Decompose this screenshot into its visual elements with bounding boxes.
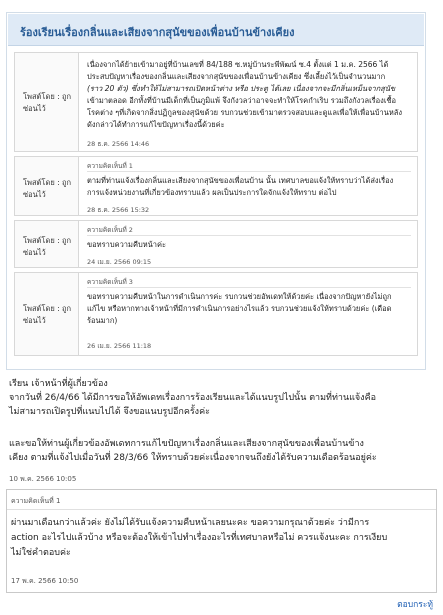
post-author-line: ซ่อนไว้	[23, 104, 46, 113]
post-text: แก้ไข หรือหากทางเจ้าหน้าที่มีการดำเนินการอย่างไรแล้ว รบกวนช่วยแจ้งให้ทราบด้วยค่ะ (เดือด	[87, 304, 392, 313]
post-text: ตามที่ท่านแจ้งเรื่องกลิ่นและเสียงจากสุนัขของเพื่อนบ้าน นั้น เทศบาลขอแจ้งให้ทราบว่าได้ส่งเรื่อง	[87, 176, 394, 185]
post-text: ขอทราบความคืบหน้าค่ะ	[87, 240, 167, 249]
comment-label: ความคิดเห็นที่ 2	[87, 226, 133, 234]
comment-line: ผ่านมาเดือนกว่าแล้วค่ะ ยังไม่ได้รับแจ้งความคืบหน้าเลยนะคะ ขอความกรุณาด้วยค่ะ ว่ามีการ	[11, 518, 370, 528]
comment-date: 17 พ.ค. 2566 10:50	[11, 577, 79, 585]
forum-title: ร้องเรียนเรื่องกลิ่นและเสียงจากสุนัขของเพื่อนบ้านข้างเคียง	[20, 26, 295, 39]
post-text: ร้อนมาก)	[87, 316, 118, 325]
post-author-line: โพสต์โดย : ถูก	[23, 178, 72, 187]
post-text: ขอทราบความคืบหน้าในการดำเนินการค่ะ รบกวนช่วยอัพเดทให้ด้วยค่ะ เนื่องจากปัญหายังไม่ถูก	[87, 292, 392, 301]
comment-divider	[7, 509, 436, 510]
post-date: 28 ธ.ค. 2566 14:46	[87, 140, 150, 148]
reply-line: เรียน เจ้าหน้าที่ผู้เกี่ยวข้อง	[9, 379, 108, 389]
reply-line: ไม่สามารถเปิดรูปที่แนบไปได้ จึงขอแนบรูปอีกครั้งค่ะ	[9, 407, 210, 417]
comment-box	[6, 489, 437, 593]
reply-date: 10 พ.ค. 2566 10:05	[9, 475, 77, 483]
reply-line: จากวันที่ 26/4/66 ได้มีการขอให้อัพเดทเรื่องการร้องเรียนและได้แนบรูปไปนั้น ตามที่ท่านแจ้งคือ	[9, 393, 377, 403]
forum-post-original	[14, 52, 418, 152]
comment-label: ความคิดเห็นที่ 1	[11, 497, 61, 505]
comment-line: action อะไรไปแล้วบ้าง หรือจะต้องให้เข้าไปทำเรื่องอะไรที่เทศบาลหรือไม่ ควรแจ้งนะคะ การเงียบ	[11, 533, 388, 543]
forum-comment-3	[14, 272, 418, 356]
post-text: การแจ้งหน่วยงานที่เกี่ยวข้องทราบแล้ว ผลเป็นประการใดจักแจ้งให้ทราบ ต่อไป	[87, 188, 337, 197]
post-date: 28 ธ.ค. 2566 15:32	[87, 206, 150, 214]
forum-comment-2	[14, 220, 418, 268]
comment-label: ความคิดเห็นที่ 1	[87, 162, 133, 170]
comment-divider	[87, 235, 411, 236]
post-author	[15, 157, 79, 215]
post-author-line: โพสต์โดย : ถูก	[23, 236, 72, 245]
post-text: โรคต่าง ๆที่เกิดจากสิ่งปฏิกูลของสุนัขด้วย รบกวนช่วยเข้ามาตรวจสอบและดูแลเพื่อให้เพื่อนบ้านหลัง	[87, 108, 403, 117]
post-author-line: ซ่อนไว้	[23, 248, 46, 257]
post-text: เข้ามาตลอด อีกทั้งที่บ้านมีเด็กที่เป็นภูมิแพ้ จึงกังวลว่าอาจจะทำให้โรคกำเริบ รวมถึงกังวลเรื่องเชื้อ	[87, 96, 397, 105]
comment-label: ความคิดเห็นที่ 3	[87, 278, 133, 286]
comment-line: ไม่ใช่คำตอบค่ะ	[11, 548, 71, 558]
post-author-line: โพสต์โดย : ถูก	[23, 304, 72, 313]
post-date: 24 เม.ย. 2566 09:15	[87, 258, 152, 266]
post-author-line: โพสต์โดย : ถูก	[23, 92, 72, 101]
post-author	[15, 53, 79, 151]
forum-comment-1	[14, 156, 418, 216]
reply-line: เคียง ตามที่แจ้งไปเมื่อวันที่ 28/3/66 ให้ทราบด้วยค่ะเนื่องจากจนถึงยังได้รับความเดือดร้อนอยู่ค่ะ	[9, 453, 377, 463]
comment-divider	[87, 287, 411, 288]
post-text: เนื่องจากได้ย้ายเข้ามาอยู่ที่บ้านเลขที่ 84/188 ซ.หมู่บ้านระพีพัฒน์ ซ.4 ตั้งแต่ 1 ม.ค. 2566 ได้	[87, 60, 389, 69]
post-author	[15, 221, 79, 267]
post-author	[15, 273, 79, 355]
post-text: ประสบปัญหาเรื่องของกลิ่นและเสียงจากสุนัขของเพื่อนบ้านข้างเคียง ซึ่งเลี้ยงไว้เป็นจำนวนมาก	[87, 72, 386, 81]
reply-line: และขอให้ท่านผู้เกี่ยวข้องอัพเดทการแก้ไขปัญหาเรื่องกลิ่นและเสียงจากสุนัขของเพื่อนบ้านข้าง	[9, 439, 364, 449]
post-author-line: ซ่อนไว้	[23, 316, 46, 325]
forum-title-bar	[8, 14, 424, 46]
post-author-line: ซ่อนไว้	[23, 190, 46, 199]
post-text: (ราว 20 ตัว) ซึ่งทำให้ไม่สามารถเปิดหน้าต่าง หรือ ประตู ได้เลย เนื่องจากจะมีกลิ่นเหม็นจากสุนัข	[87, 84, 396, 93]
post-date: 26 เม.ย. 2566 11:18	[87, 342, 152, 350]
post-text: ดังกล่าวได้ทำการแก้ไขปัญหาเรื่องนี้ด้วยค่ะ	[87, 120, 225, 129]
reply-thread-link[interactable]: ตอบกระทู้	[397, 600, 433, 610]
comment-divider	[87, 171, 411, 172]
